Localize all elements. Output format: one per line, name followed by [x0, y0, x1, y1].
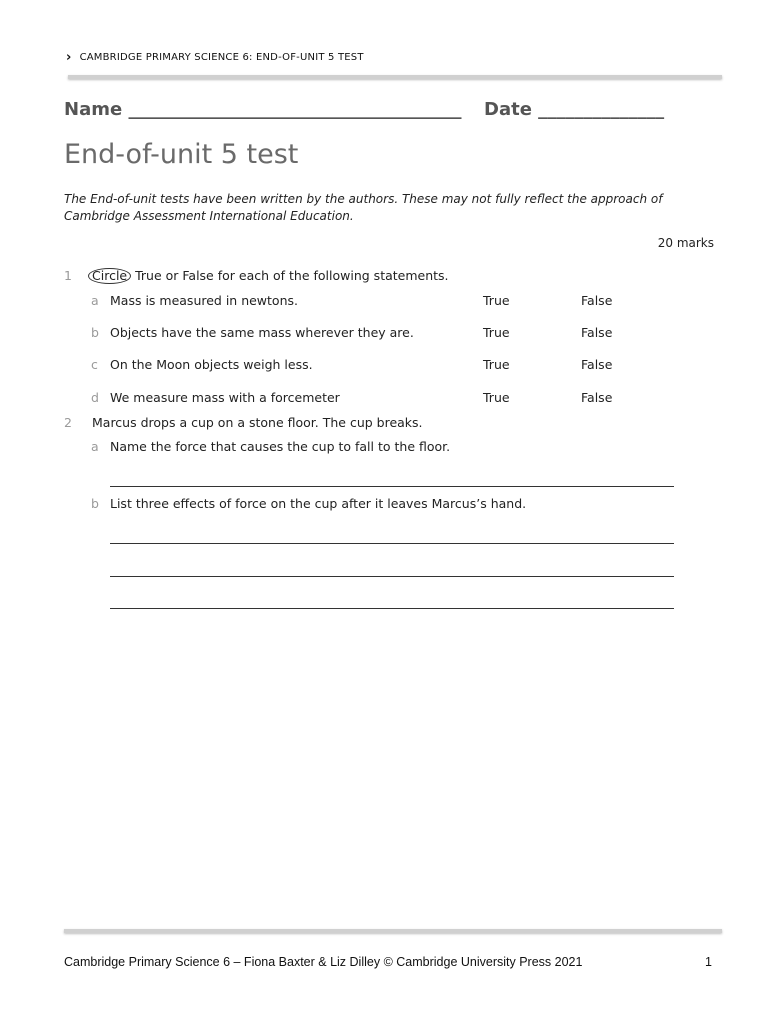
circle-word: Circle	[88, 268, 131, 284]
q1a-false-option[interactable]: False	[581, 293, 613, 308]
authors-note: The End-of-unit tests have been written by the authors. These may not fully reflect the approach of Cambridge Assessment International Education.	[64, 192, 663, 223]
q1d-letter: d	[91, 390, 99, 405]
q1a-text: Mass is measured in newtons.	[110, 293, 298, 308]
running-header	[66, 51, 364, 64]
q1b-text: Objects have the same mass wherever they are.	[110, 325, 414, 340]
q2b-letter: b	[91, 496, 99, 511]
q1-number: 1	[64, 268, 72, 283]
q2-number: 2	[64, 415, 72, 430]
q2b-answer-line-3[interactable]	[110, 608, 674, 609]
date-field[interactable]: Date ______________	[484, 99, 665, 120]
page-title: End-of-unit 5 test	[64, 139, 299, 170]
q1b-true-option[interactable]: True	[483, 325, 510, 340]
name-date-row	[64, 99, 664, 120]
total-marks: 20 marks	[657, 236, 714, 250]
q1d-true-option[interactable]: True	[483, 390, 510, 405]
q1c-text: On the Moon objects weigh less.	[110, 357, 313, 372]
q1c-letter: c	[91, 357, 98, 372]
header-rule	[68, 75, 722, 79]
q1c-true-option[interactable]: True	[483, 357, 510, 372]
chevron-right-icon: ›	[66, 50, 72, 65]
footer-credit: Cambridge Primary Science 6 – Fiona Baxter & Liz Dilley © Cambridge University Press 2021	[64, 955, 583, 969]
q1c-false-option[interactable]: False	[581, 357, 613, 372]
q1-instruction: Circle True or False for each of the following statements.	[88, 268, 449, 284]
q2b-text: List three effects of force on the cup after it leaves Marcus’s hand.	[110, 496, 527, 511]
q2a-letter: a	[91, 439, 99, 454]
q1d-false-option[interactable]: False	[581, 390, 613, 405]
q2b-answer-line-2[interactable]	[110, 576, 674, 577]
q1b-letter: b	[91, 325, 99, 340]
q1a-true-option[interactable]: True	[483, 293, 510, 308]
name-field[interactable]: Name _____________________________________	[64, 99, 462, 120]
q2b-answer-line-1[interactable]	[110, 543, 674, 544]
q2-text: Marcus drops a cup on a stone floor. The cup breaks.	[92, 415, 423, 430]
footer-rule	[64, 929, 722, 933]
q1d-text: We measure mass with a forcemeter	[110, 390, 340, 405]
running-title: CAMBRIDGE PRIMARY SCIENCE 6: END-OF-UNIT 5 TEST	[79, 52, 364, 63]
page-number: 1	[705, 955, 712, 969]
q1a-letter: a	[91, 293, 99, 308]
q1b-false-option[interactable]: False	[581, 325, 613, 340]
q2a-text: Name the force that causes the cup to fall to the floor.	[110, 439, 451, 454]
q2a-answer-line[interactable]	[110, 486, 674, 487]
